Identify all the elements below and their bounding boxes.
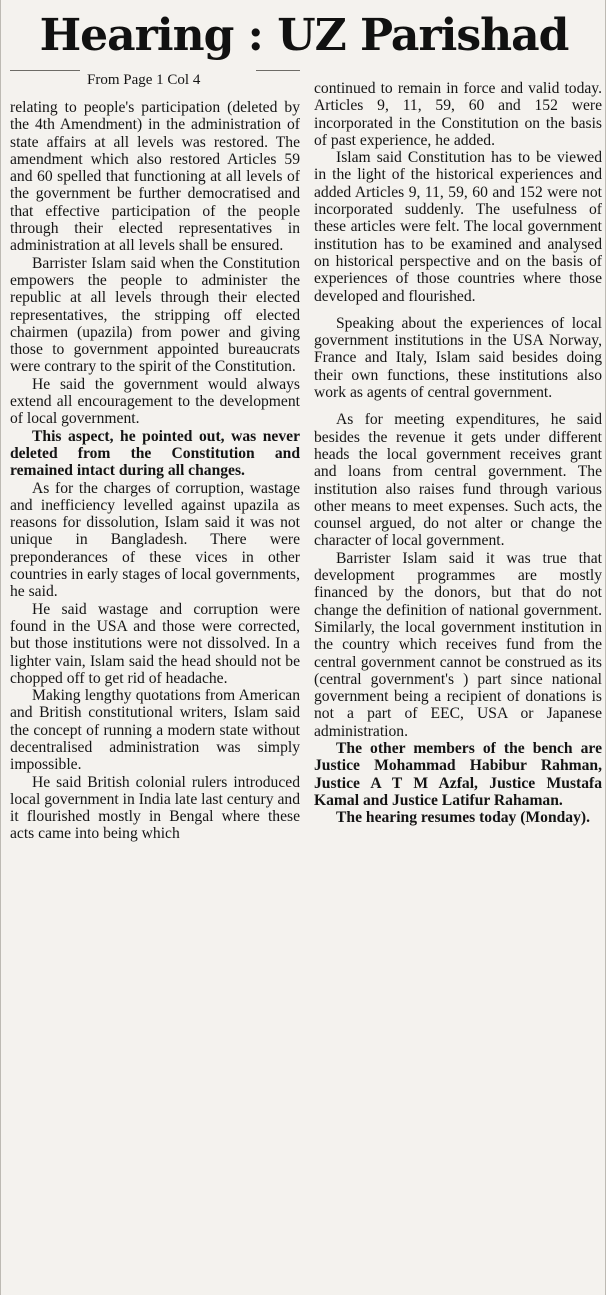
paragraph: This aspect, he pointed out, was never deleted from the Constitution and remained intact during all changes. [10, 427, 300, 480]
paragraph: He said the government would always extend all encouragement to the development of local government. [10, 375, 300, 428]
paragraph: Making lengthy quotations from American and British constitutional writers, Islam said the concept of running a modern state without decentralised administration was simply impossible. [10, 687, 300, 774]
divider-rule-left [10, 70, 80, 71]
paragraph: Barrister Islam said it was true that development programmes are mostly financed by the donors, but that do not change the definition of national government. Similarly, the local government institution in the country which receives fund from the central government cannot be construed as its (central government's ) part since national government being a recipient of donations is not a part of EEC, USA or Japanese administration. [314, 549, 602, 740]
headline: Hearing : UZ Parishad [39, 10, 569, 61]
paragraph: continued to remain in force and valid today. Articles 9, 11, 59, 60 and 152 were incorporated in the Constitution on the basis of past experience, he added. [314, 80, 602, 149]
continued-from-label: From Page 1 Col 4 [83, 70, 204, 90]
paragraph: relating to people's participation (deleted by the 4th Amendment) in the administration of state affairs at all levels was restored. The amendment which also restored Articles 59 and 60 spelled that functioning at all levels of the government be further democratised and that effective participation of the people through their elected representatives in administration at all levels shall be ensured. [10, 99, 300, 255]
left-column [10, 99, 300, 843]
paragraph: Barrister Islam said when the Constitution empowers the people to administer the republic at all levels through their elected representatives, the stripping off elected chairmen (upazila) from power and giving those to government appointed bureaucrats were contrary to the spirit of the Constitution. [10, 254, 300, 376]
paragraph: The hearing resumes today (Monday). [336, 809, 590, 827]
paragraph: Islam said Constitution has to be viewed in the light of the historical experiences and added Articles 9, 11, 59, 60 and 152 were not incorporated suddenly. The usefulness of these articles were felt. The local government institution has to be examined and analysed on historical perspective and on the basis of experiences of those countries where those developed and flourished. [314, 149, 602, 305]
right-column [314, 80, 602, 826]
paragraph: As for the charges of corruption, wastage and inefficiency levelled against upazila as reasons for dissolution, Islam said it was not unique in Bangladesh. There were preponderances of these vices in other countries in early stages of local governments, he said. [10, 479, 300, 601]
paragraph: Speaking about the experiences of local government institutions in the USA Norway, France and Italy, Islam said besides doing their own functions, these institutions also work as agents of central government. [314, 314, 602, 402]
paragraph: He said British colonial rulers introduced local government in India late last century and it flourished mostly in Bengal where these acts came into being which [10, 773, 300, 843]
paragraph: He said wastage and corruption were found in the USA and those were corrected, but those institutions were not dissolved. In a lighter vain, Islam said the head should not be chopped off to get rid of headache. [10, 600, 300, 687]
paragraph: As for meeting expenditures, he said besides the revenue it gets under different heads the local government receives grant and loans from central government. The institution also raises fund through various other means to meet expenses. Such acts, the counsel argued, do not alter or change the character of local government. [314, 411, 602, 550]
paragraph: The other members of the bench are Justice Mohammad Habibur Rahman, Justice A T M Azfal, Justice Mustafa Kamal and Justice Latifur Rahaman. [314, 739, 602, 809]
divider-rule-right [256, 70, 300, 71]
